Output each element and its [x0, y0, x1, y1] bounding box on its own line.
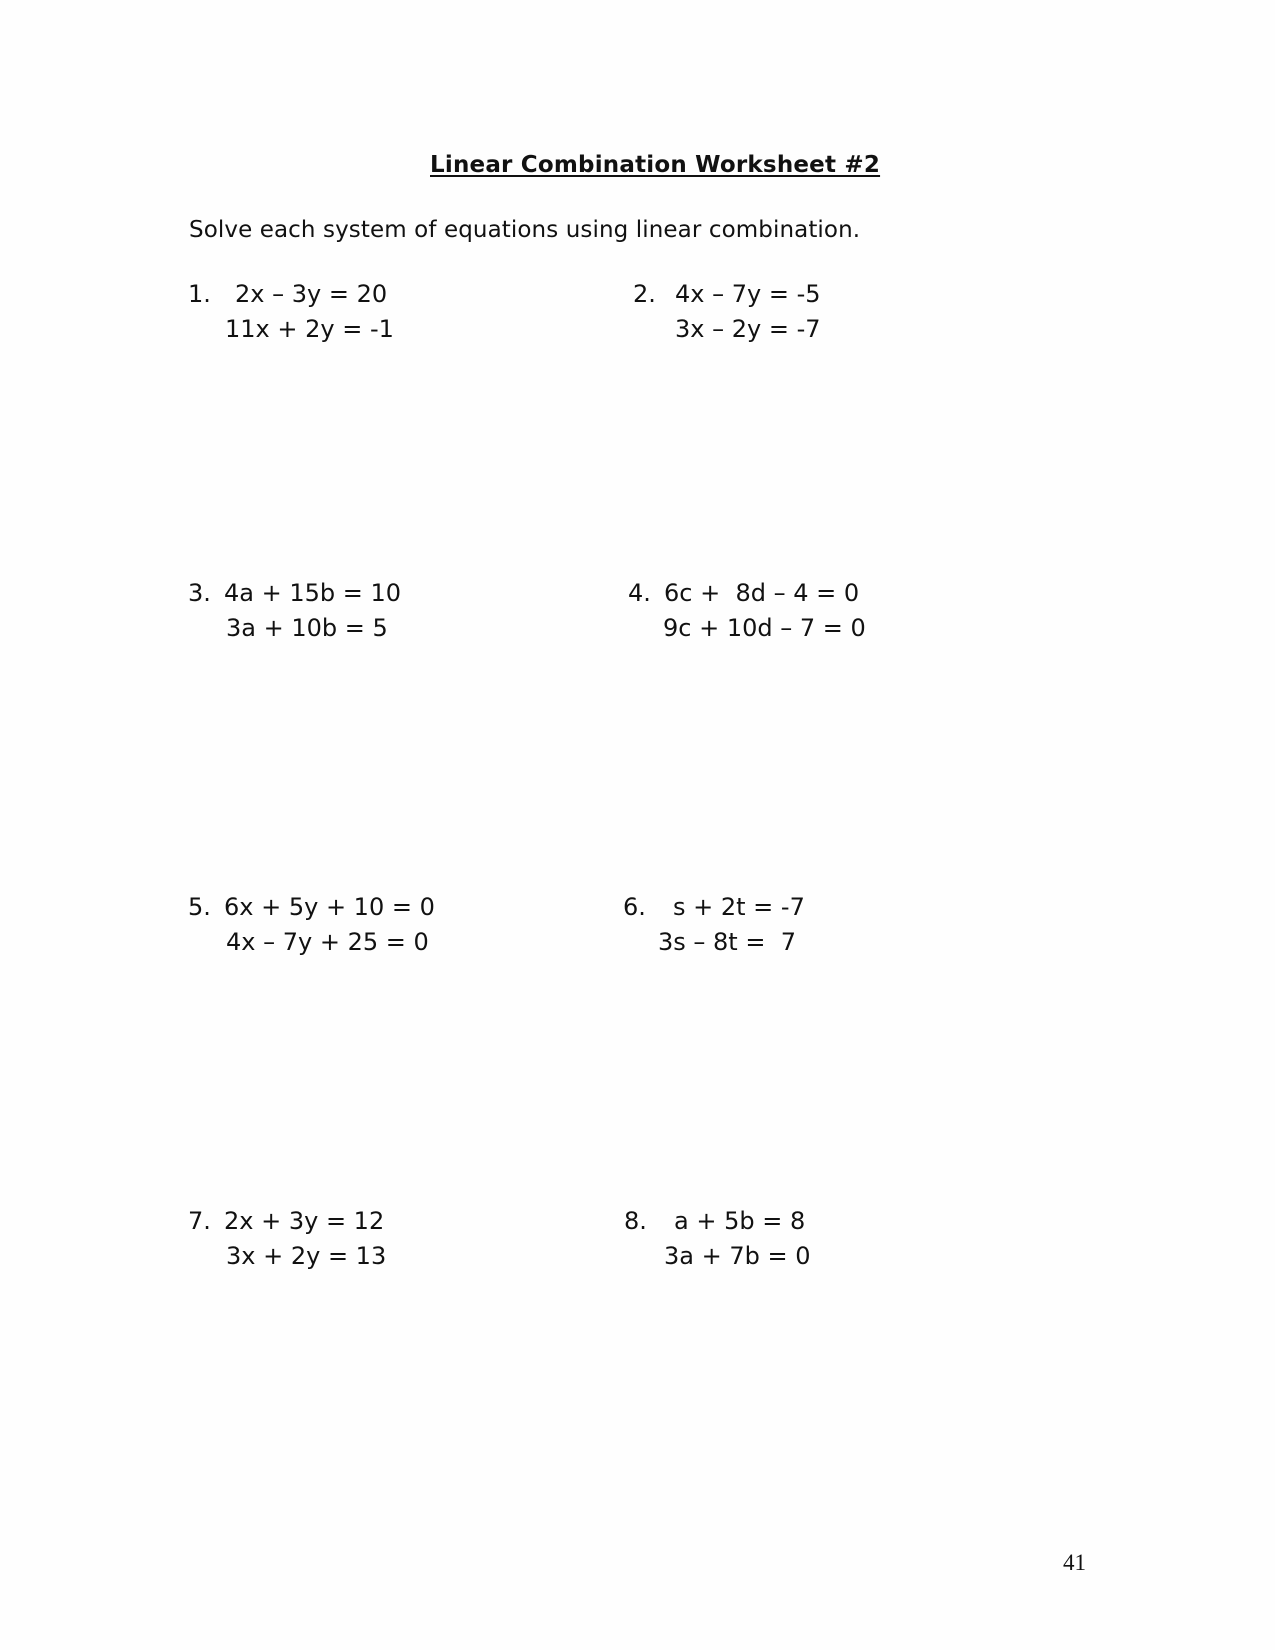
equation-1: s + 2t = -7 — [673, 893, 805, 921]
equation-1: 2x + 3y = 12 — [224, 1207, 385, 1235]
problem-6 — [623, 893, 983, 973]
equation-2: 4x – 7y + 25 = 0 — [226, 928, 429, 956]
problem-5 — [188, 893, 548, 973]
equation-2: 3s – 8t = 7 — [658, 928, 796, 956]
equation-1: 2x – 3y = 20 — [235, 280, 388, 308]
equation-2: 3x + 2y = 13 — [226, 1242, 387, 1270]
equation-1: 4x – 7y = -5 — [675, 280, 821, 308]
problem-number: 7. — [188, 1207, 211, 1235]
problem-2 — [633, 280, 993, 360]
equation-2: 11x + 2y = -1 — [225, 315, 394, 343]
problem-number: 5. — [188, 893, 211, 921]
problem-number: 6. — [623, 893, 646, 921]
equation-1: 6x + 5y + 10 = 0 — [224, 893, 435, 921]
problem-number: 2. — [633, 280, 656, 308]
problem-8 — [624, 1207, 984, 1287]
equation-2: 9c + 10d – 7 = 0 — [663, 614, 866, 642]
problem-number: 3. — [188, 579, 211, 607]
equation-1: a + 5b = 8 — [674, 1207, 806, 1235]
problem-7 — [188, 1207, 548, 1287]
problem-1 — [188, 280, 548, 360]
page-title: Linear Combination Worksheet #2 — [430, 152, 881, 178]
page-number: 41 — [1063, 1550, 1086, 1575]
problem-number: 1. — [188, 280, 211, 308]
equation-2: 3a + 7b = 0 — [664, 1242, 811, 1270]
equation-1: 6c + 8d – 4 = 0 — [664, 579, 860, 607]
problem-number: 4. — [628, 579, 651, 607]
instructions-text: Solve each system of equations using linear combination. — [189, 217, 861, 243]
problem-number: 8. — [624, 1207, 647, 1235]
equation-1: 4a + 15b = 10 — [224, 579, 402, 607]
problem-4 — [628, 579, 988, 659]
equation-2: 3a + 10b = 5 — [226, 614, 388, 642]
equation-2: 3x – 2y = -7 — [675, 315, 821, 343]
problem-3 — [188, 579, 548, 659]
